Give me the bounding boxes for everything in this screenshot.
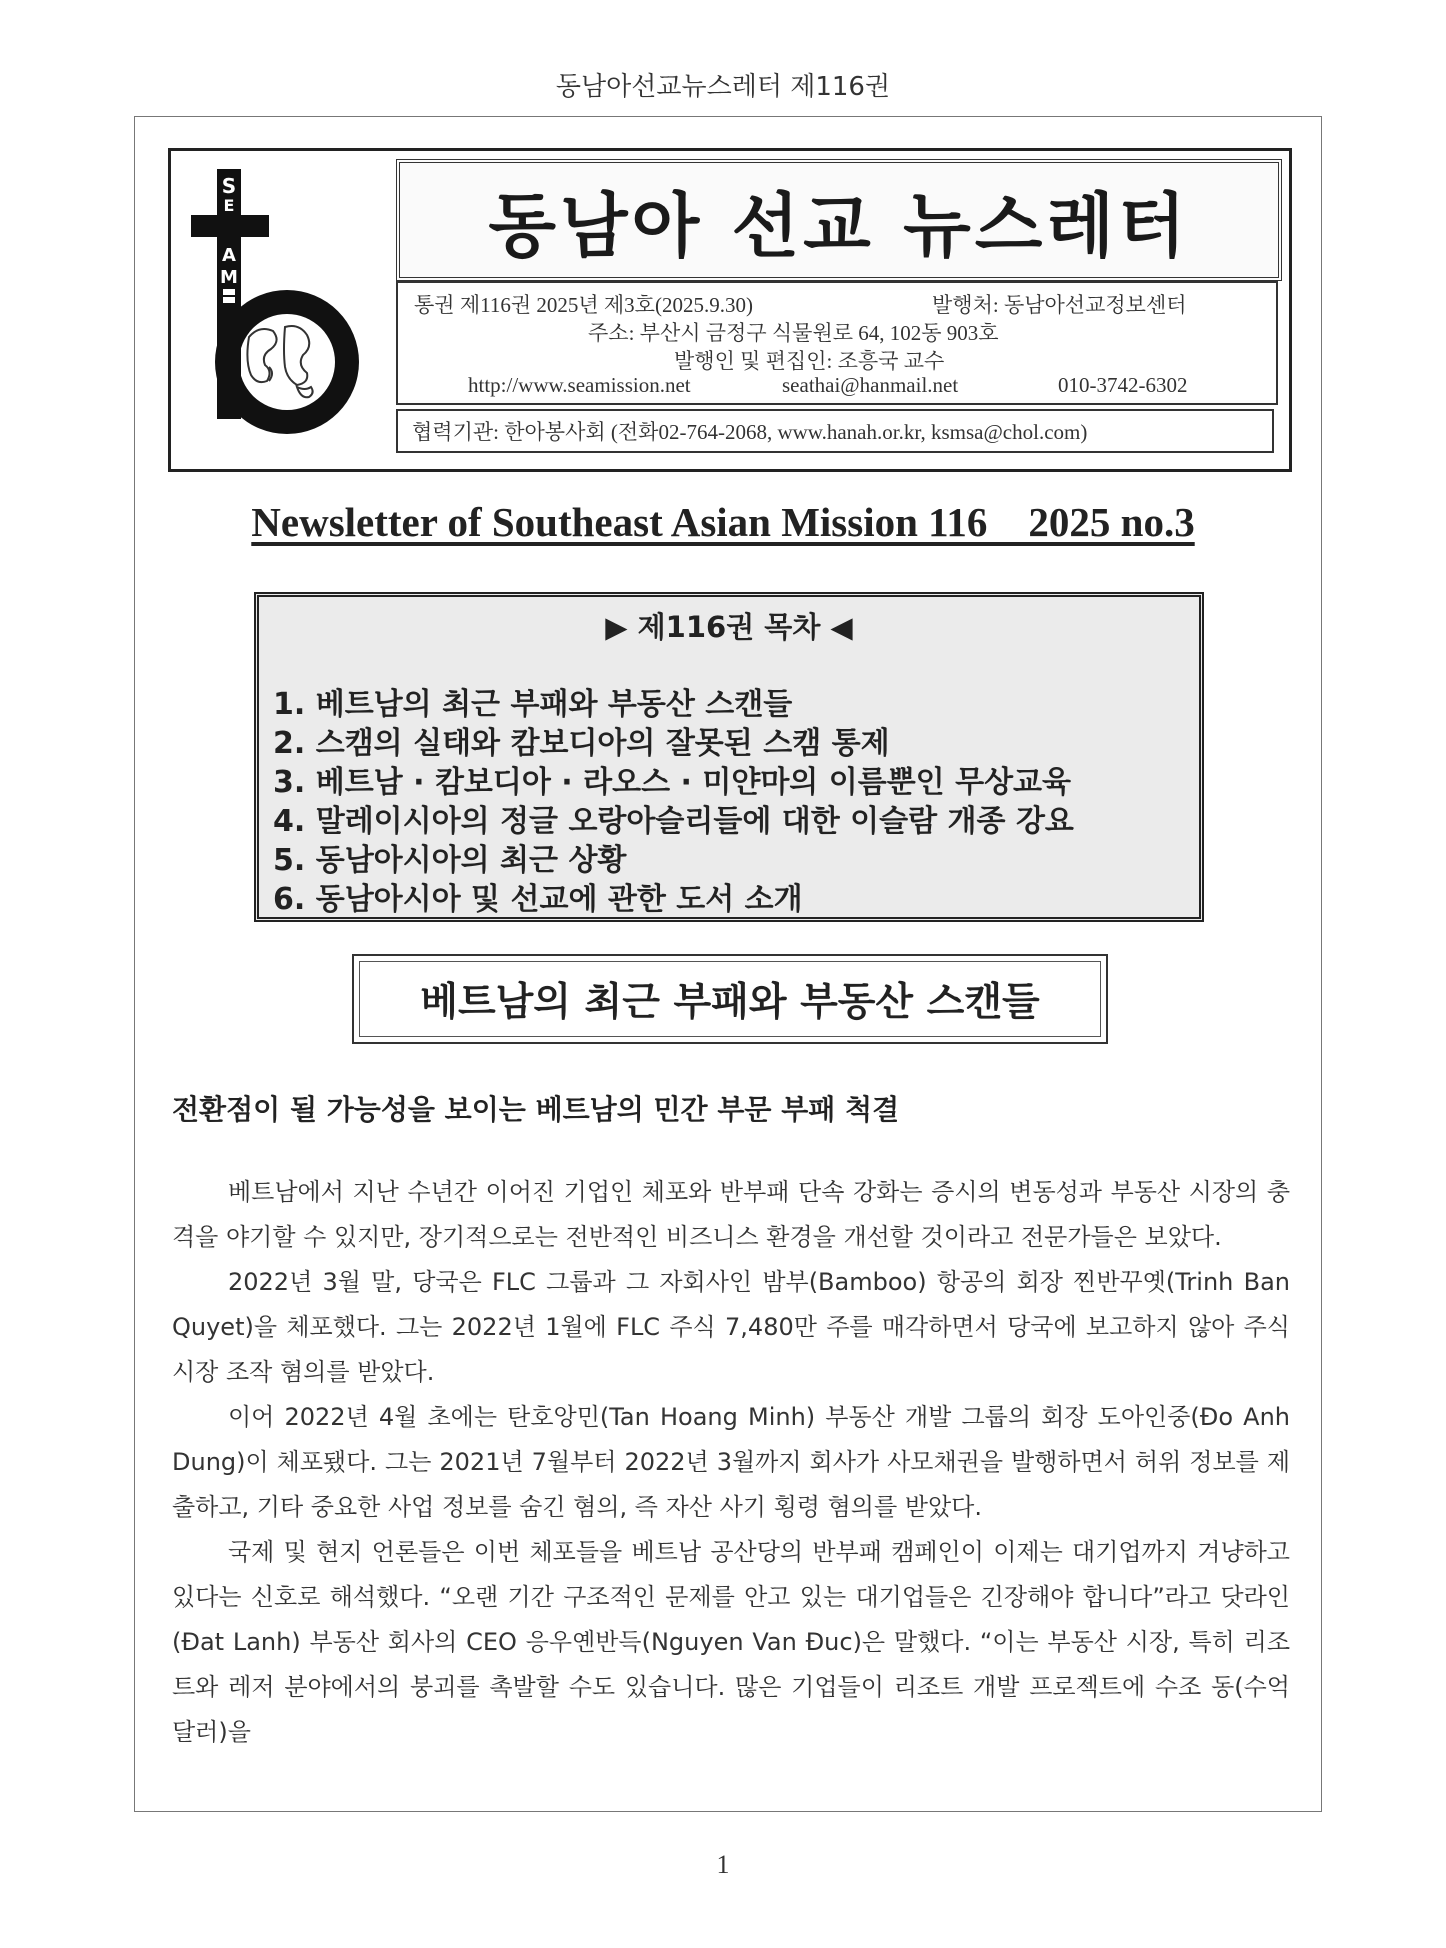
toc-list <box>273 685 1074 919</box>
toc-item-3[interactable]: 3. 베트남 · 캄보디아 · 라오스 · 미얀마의 이름뿐인 무상교육 <box>273 765 1072 800</box>
svg-text:E: E <box>223 196 235 215</box>
article-body <box>172 1170 1290 1755</box>
logo-icon <box>177 157 389 457</box>
page-number: 1 <box>716 1850 730 1879</box>
table-of-contents <box>254 592 1204 922</box>
toc-item-6[interactable]: 6. 동남아시아 및 선교에 관한 도서 소개 <box>273 882 803 917</box>
toc-heading: ▶ 제116권 목차 ◀ <box>605 610 853 644</box>
partner-info <box>396 409 1274 453</box>
paragraph-2: 2022년 3월 말, 당국은 FLC 그룹과 그 자회사인 밤부(Bamboo) 항공의 회장 찐반꾸옛(Trinh Ban Quyet)을 체포했다. 그는 2022년 1월에 FLC 주식 7,480만 주를 매각하면서 당국에 보고하지 않아 주식 시장 조작 혐의를 받았다. <box>172 1268 1290 1386</box>
paragraph-4: 국제 및 현지 언론들은 이번 체포들을 베트남 공산당의 반부패 캠페인이 이제는 대기업까지 겨냥하고 있다는 신호로 해석했다. “오랜 기간 구조적인 문제를 안고 있는 대기업들은 긴장해야 합니다”라고 닷라인(Đat Lanh) 부동산 회사의 CEO 응우옌반득(Nguyen Van Đuc)은 말했다. “이는 부동산 시장, 특히 리조트와 레저 분야에서의 붕괴를 촉발할 수도 있습니다. 많은 기업들이 리조트 개발 프로젝트에 수조 동(수억 달러)을 <box>172 1538 1290 1746</box>
toc-item-4[interactable]: 4. 말레이시아의 정글 오랑아슬리들에 대한 이슬람 개종 강요 <box>273 804 1074 839</box>
address-line: 주소: 부산시 금정구 식물원로 64, 102동 903호 <box>588 321 999 345</box>
phone-number: 010-3742-6302 <box>1058 373 1188 397</box>
section-title: 베트남의 최근 부패와 부동산 스캔들 <box>359 961 1101 1037</box>
running-head: 동남아선교뉴스레터 제116권 <box>555 72 891 102</box>
toc-item-2[interactable]: 2. 스캠의 실태와 캄보디아의 잘못된 스캠 통제 <box>273 726 890 761</box>
toc-item-1[interactable]: 1. 베트남의 최근 부패와 부동산 스캔들 <box>273 687 793 722</box>
svg-text:A: A <box>222 245 236 266</box>
publisher-line: 발행처: 동남아선교정보센터 <box>932 293 1187 317</box>
toc-item-5[interactable]: 5. 동남아시아의 최근 상황 <box>273 843 627 878</box>
cross-globe-b-icon <box>177 157 389 457</box>
partner-line: 협력기관: 한아봉사회 (전화02-764-2068, www.hanah.or.kr, ksmsa@chol.com) <box>412 420 1088 444</box>
english-title: Newsletter of Southeast Asian Mission 116 2025 no.3 <box>251 499 1195 545</box>
issue-line: 통권 제116권 2025년 제3호(2025.9.30) <box>414 293 753 317</box>
editor-line: 발행인 및 편집인: 조흥국 교수 <box>674 349 945 373</box>
website-link[interactable]: http://www.seamission.net <box>468 373 691 397</box>
masthead <box>168 148 1292 472</box>
email-link[interactable]: seathai@hanmail.net <box>782 373 959 397</box>
paragraph-1: 베트남에서 지난 수년간 이어진 기업인 체포와 반부패 단속 강화는 증시의 변동성과 부동산 시장의 충격을 야기할 수 있지만, 장기적으로는 전반적인 비즈니스 환경을 개선할 것이라고 전문가들은 보았다. <box>172 1178 1290 1251</box>
section-title-box <box>352 954 1108 1044</box>
svg-text:M: M <box>220 267 238 288</box>
newsletter-title: 동남아 선교 뉴스레터 <box>488 184 1190 267</box>
publication-info <box>396 281 1278 405</box>
article-subheading: 전환점이 될 가능성을 보이는 베트남의 민간 부문 부패 척결 <box>172 1093 900 1126</box>
paragraph-3: 이어 2022년 4월 초에는 탄호앙민(Tan Hoang Minh) 부동산 개발 그룹의 회장 도아인중(Đo Anh Dung)이 체포됐다. 그는 2021년 7월부터 2022년 3월까지 회사가 사모채권을 발행하면서 허위 정보를 제출하고, 기타 중요한 사업 정보를 숨긴 혐의, 즉 자산 사기 횡령 혐의를 받았다. <box>172 1403 1290 1521</box>
svg-text:S: S <box>221 174 237 198</box>
newsletter-title-box <box>396 159 1282 281</box>
